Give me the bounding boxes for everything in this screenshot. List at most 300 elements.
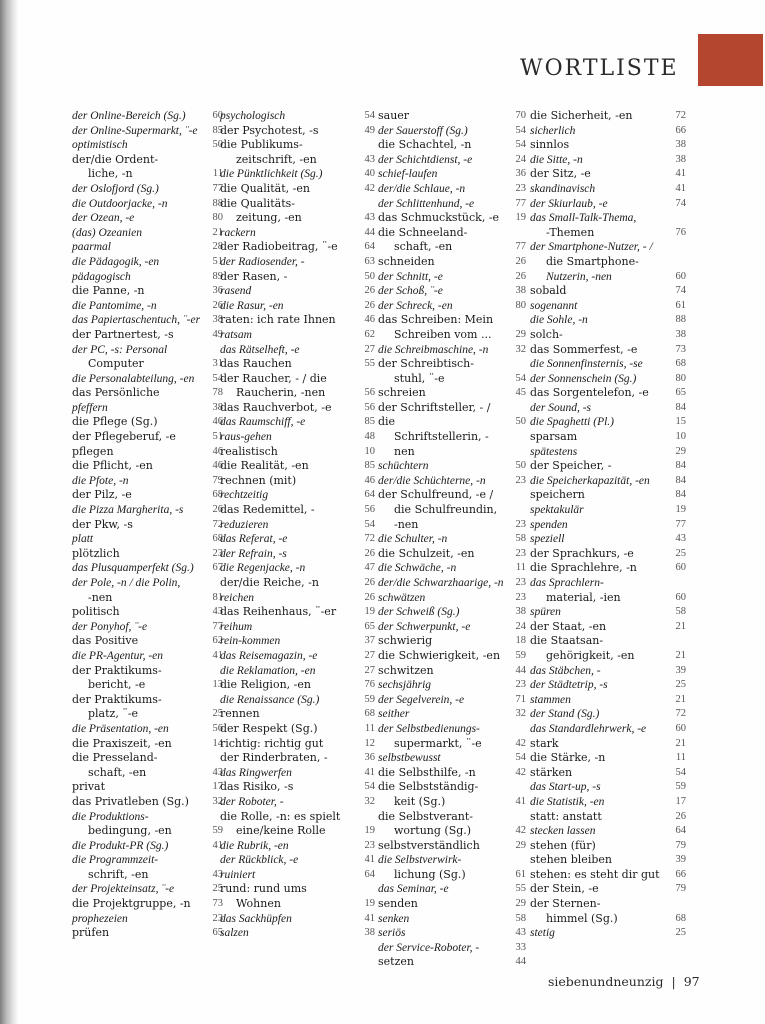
word-entry	[72, 605, 225, 620]
word-entry	[378, 109, 528, 124]
word-entry	[530, 824, 688, 839]
page-reference: 60	[212, 110, 223, 121]
word-entry	[220, 532, 377, 547]
word-entry	[378, 839, 528, 854]
word-term: der Rasen, -	[220, 269, 288, 283]
page-reference: 29	[515, 898, 526, 910]
word-term-continuation: Wohnen	[236, 897, 281, 911]
word-entry	[220, 839, 377, 854]
page-reference: 23	[212, 547, 223, 559]
word-term: der Segelverein, -e	[378, 693, 465, 706]
page-reference: 76	[675, 226, 686, 238]
page-reference: 71	[515, 693, 526, 705]
page-reference: 38	[212, 314, 223, 326]
word-term: platt	[72, 533, 94, 546]
word-entry	[220, 401, 377, 416]
word-term: der Online-Bereich (Sg.)	[72, 110, 186, 122]
word-entry	[530, 182, 688, 197]
word-term: das Schmuckstück, -e	[378, 211, 500, 225]
page-reference: 43	[675, 533, 686, 545]
word-term: der Respekt (Sg.)	[220, 721, 318, 735]
word-entry	[378, 926, 528, 941]
word-entry	[378, 153, 528, 168]
word-entry	[72, 664, 225, 693]
page-reference: 85	[212, 124, 223, 136]
page-reference: 21	[675, 620, 686, 632]
page-reference: 65	[675, 387, 686, 399]
word-entry	[530, 211, 688, 240]
word-entry	[530, 751, 688, 766]
page-number-word: siebenundneunzig	[548, 974, 664, 989]
word-entry	[378, 518, 528, 533]
page-reference: 37	[364, 635, 375, 647]
page-reference: 68	[212, 489, 223, 501]
page-reference: 49	[212, 328, 223, 340]
word-entry	[530, 620, 688, 635]
word-entry	[530, 488, 688, 503]
word-entry	[220, 751, 377, 766]
word-term: die Produktions-	[72, 810, 149, 823]
word-entry	[530, 547, 688, 562]
word-entry	[530, 766, 688, 781]
page-reference: 39	[675, 664, 686, 676]
word-term: der/die Reiche, -n	[220, 576, 319, 589]
page-reference: 72	[212, 518, 223, 530]
word-entry	[530, 518, 688, 533]
page-reference: 25	[212, 708, 223, 720]
page-reference: 50	[515, 460, 526, 472]
word-term: sinnlos	[530, 138, 570, 152]
word-term-continuation: zeitschrift, -en	[236, 152, 317, 166]
word-entry	[378, 197, 528, 212]
word-entry	[220, 182, 377, 197]
page-reference: 44	[364, 226, 375, 238]
page-reference: 33	[515, 941, 526, 953]
word-entry	[378, 605, 528, 620]
word-entry	[72, 255, 225, 270]
word-entry	[220, 912, 377, 927]
word-term: das Ringwerfen	[220, 766, 292, 779]
page-reference: 28	[212, 241, 223, 253]
page-reference: 23	[515, 547, 526, 559]
word-entry	[378, 722, 528, 751]
word-term-continuation: supermarkt, ¨-e	[394, 736, 482, 750]
word-term-continuation: platz, ¨-e	[88, 707, 139, 721]
word-entry	[220, 620, 377, 635]
word-entry	[378, 532, 528, 547]
word-term: die Reklamation, -en	[220, 664, 316, 677]
word-term: die Panne, -n	[72, 284, 145, 298]
word-entry	[72, 197, 225, 212]
page-reference: 27	[364, 343, 375, 355]
page-reference: 38	[364, 927, 375, 939]
word-entry	[72, 780, 225, 795]
word-entry	[220, 138, 377, 167]
page-reference: 24	[515, 153, 526, 165]
page-reference: 50	[364, 270, 375, 282]
word-term-continuation: himmel (Sg.)	[546, 911, 618, 925]
page-reference: 26	[364, 577, 375, 588]
word-entry	[530, 722, 688, 737]
book-spine-shadow	[0, 0, 18, 1024]
word-entry	[530, 124, 688, 139]
page-reference: 49	[364, 124, 375, 136]
word-entry	[378, 955, 528, 970]
word-entry	[530, 299, 688, 314]
word-term: spektakulär	[530, 504, 584, 517]
page-reference: 15	[675, 416, 686, 428]
page-reference: 23	[212, 912, 223, 924]
word-entry	[530, 678, 688, 693]
page-reference: 64	[364, 868, 375, 880]
word-entry	[72, 532, 225, 547]
page-reference: 80	[675, 372, 686, 384]
page-reference: 84	[675, 489, 686, 501]
word-entry	[72, 459, 225, 474]
page-reference: 60	[675, 591, 686, 603]
word-term: der Schichtdienst, -e	[378, 153, 473, 166]
word-term: sogenannt	[530, 299, 578, 312]
word-entry	[220, 313, 377, 328]
word-term: der Sitz, -e	[530, 167, 591, 181]
page-reference: 46	[364, 474, 375, 486]
page-reference: 84	[675, 401, 686, 413]
page-reference: 56	[364, 504, 375, 516]
word-entry	[378, 343, 528, 358]
page-reference: 19	[675, 504, 686, 516]
word-term: die Stärke, -n	[530, 751, 606, 765]
word-term: die PR-Agentur, -en	[72, 649, 164, 662]
word-entry	[72, 211, 225, 226]
page-reference: 25	[675, 927, 686, 939]
page-reference: 50	[515, 416, 526, 428]
word-entry	[530, 138, 688, 153]
word-term-continuation: gehörigkeit, -en	[546, 648, 635, 662]
word-term: politisch	[72, 605, 120, 619]
word-entry	[220, 299, 377, 314]
word-term: das Seminar, -e	[378, 883, 449, 896]
page-reference: 25	[212, 883, 223, 895]
page-reference: 84	[675, 460, 686, 472]
page-reference: 39	[675, 854, 686, 866]
word-entry	[530, 401, 688, 416]
word-term: rein-kommen	[220, 635, 281, 648]
word-entry	[530, 693, 688, 708]
page-reference: 76	[364, 679, 375, 691]
word-entry	[530, 634, 688, 663]
word-term: das Rätselheft, -e	[220, 343, 300, 356]
page-reference: 43	[212, 868, 223, 880]
word-term: schief-laufen	[378, 168, 438, 181]
word-entry	[72, 415, 225, 430]
word-term: die Schwierigkeit, -en	[378, 648, 501, 662]
word-entry	[378, 751, 528, 766]
word-term: die Pflicht, -en	[72, 459, 153, 473]
page-reference: 21	[675, 737, 686, 749]
word-entry	[72, 153, 225, 182]
word-term: die Personalabteilung, -en	[72, 372, 195, 385]
page-reference: 77	[515, 241, 526, 253]
page-reference: 65	[364, 620, 375, 632]
word-term: realistisch	[220, 444, 278, 458]
word-term: stärken	[530, 765, 573, 779]
page-reference: 77	[212, 620, 223, 632]
word-term-continuation: zeitung, -en	[236, 211, 302, 225]
page-reference: 46	[364, 314, 375, 326]
page-reference: 26	[364, 547, 375, 559]
word-entry	[220, 372, 377, 401]
page-reference: 12	[364, 737, 375, 749]
page-reference: 26	[364, 591, 375, 603]
word-term: das Risiko, -s	[220, 780, 294, 794]
page-reference: 58	[675, 606, 686, 618]
word-entry	[378, 912, 528, 927]
word-entry	[72, 299, 225, 314]
word-entry	[72, 810, 225, 839]
page-reference: 19	[364, 898, 375, 910]
word-entry	[378, 780, 528, 809]
page-reference: 32	[515, 343, 526, 355]
word-entry	[220, 810, 377, 839]
word-entry	[378, 620, 528, 635]
word-term: die Renaissance (Sg.)	[220, 693, 320, 706]
page-reference: 42	[364, 182, 375, 194]
word-entry	[530, 810, 688, 825]
page-reference: 29	[675, 445, 686, 457]
word-term: der Sound, -s	[530, 401, 592, 414]
word-term: der Radiosender, -	[220, 255, 305, 268]
word-term: der Schreck, -en	[378, 299, 453, 312]
word-term: die Outdoorjacke, -n	[72, 197, 168, 210]
word-term: richtig: richtig gut	[220, 736, 324, 750]
page-reference: 18	[515, 635, 526, 647]
page-reference: 19	[515, 212, 526, 224]
word-term: der Schlittenhund, -e	[378, 197, 475, 210]
page-reference: 65	[212, 927, 223, 939]
word-entry	[220, 488, 377, 503]
word-term: der Pilz, -e	[72, 488, 132, 502]
page-reference: 11	[515, 562, 526, 574]
word-term: der Schulfreund, -e /	[378, 488, 494, 502]
word-term: der Schoß, ¨-e	[378, 285, 443, 298]
page-reference: 17	[212, 781, 223, 793]
page-reference: 11	[212, 168, 223, 180]
word-entry	[72, 138, 225, 153]
page-reference: 32	[364, 795, 375, 807]
word-term: rennen	[220, 707, 260, 721]
word-entry	[72, 182, 225, 197]
word-entry	[530, 795, 688, 810]
page-reference: 54	[675, 766, 686, 778]
word-term: das Schreiben: Mein	[378, 313, 494, 327]
word-term-continuation: liche, -n	[88, 167, 133, 181]
page-reference: 61	[675, 299, 686, 311]
word-term: der Service-Roboter, -	[378, 941, 480, 954]
word-term: die Sohle, -n	[530, 314, 588, 327]
word-term-continuation: -Themen	[546, 225, 595, 239]
word-term: ratsam	[220, 328, 252, 341]
page-reference: 25	[675, 679, 686, 691]
word-entry	[530, 313, 688, 328]
page-reference: 73	[212, 898, 223, 910]
word-term: die Schreibmaschine, -n	[378, 343, 489, 356]
word-term: stark	[530, 736, 559, 750]
word-term: der Ozean, -e	[72, 212, 135, 225]
word-entry	[72, 912, 225, 927]
word-entry	[220, 780, 377, 795]
page-reference: 54	[515, 139, 526, 151]
word-entry	[220, 664, 377, 679]
word-entry	[530, 474, 688, 489]
word-term: die Praxiszeit, -en	[72, 736, 172, 750]
word-entry	[72, 926, 225, 941]
word-term: speichern	[530, 488, 585, 502]
word-entry	[530, 153, 688, 168]
page-reference: 41	[212, 839, 223, 851]
word-entry	[72, 649, 225, 664]
word-entry	[378, 270, 528, 285]
word-term: die Pflege (Sg.)	[72, 415, 158, 429]
word-entry	[530, 503, 688, 518]
word-entry	[530, 415, 688, 430]
page-reference: 89	[212, 270, 223, 282]
word-term: rackern	[220, 226, 256, 239]
page-reference: 50	[212, 139, 223, 151]
word-term: die Selbstverant-	[378, 809, 473, 823]
page-reference: 85	[364, 460, 375, 472]
page-reference: 10	[675, 431, 686, 443]
word-column-1	[72, 109, 225, 941]
word-term: der Pole, -n / die Polin,	[72, 577, 181, 589]
word-term: der Stand (Sg.)	[530, 708, 600, 721]
word-entry	[220, 576, 377, 591]
word-entry	[220, 124, 377, 139]
word-term: rasend	[220, 285, 252, 298]
word-entry	[530, 882, 688, 897]
word-entry	[530, 459, 688, 474]
word-term: das Stäbchen, -	[530, 664, 601, 677]
word-term: seriös	[378, 927, 406, 940]
word-term: der Stein, -e	[530, 882, 599, 896]
word-term: sechsjährig	[378, 679, 432, 692]
word-entry	[220, 167, 377, 182]
page-reference: 23	[515, 577, 526, 588]
word-term: die Programmzeit-	[72, 854, 159, 867]
page-reference: 26	[212, 299, 223, 311]
word-term: das Sorgentelefon, -e	[530, 386, 649, 400]
page-reference: 59	[675, 781, 686, 793]
word-entry	[72, 343, 225, 372]
word-entry	[530, 664, 688, 679]
page-reference: 54	[515, 752, 526, 764]
word-term: das Persönliche	[72, 386, 160, 400]
word-term-continuation: schaft, -en	[394, 240, 453, 254]
page-reference: 26	[212, 504, 223, 516]
word-term-continuation: die Schulfreundin,	[394, 503, 498, 517]
word-term: prüfen	[72, 926, 110, 940]
word-term: spätestens	[530, 445, 578, 458]
page-reference: 17	[675, 795, 686, 807]
word-entry	[530, 868, 688, 883]
word-term: die Publikums-	[220, 138, 303, 152]
page-reference: 36	[515, 168, 526, 180]
word-term: raus-gehen	[220, 431, 272, 444]
word-entry	[220, 707, 377, 722]
page-reference: 72	[675, 110, 686, 121]
word-entry	[220, 459, 377, 474]
page-reference: 51	[212, 431, 223, 443]
page-reference: 41	[212, 649, 223, 661]
word-term-continuation: lichung (Sg.)	[394, 867, 466, 881]
word-term: psychologisch	[220, 110, 286, 122]
page-reference: 38	[515, 606, 526, 618]
page-reference: 31	[212, 358, 223, 370]
word-term: schreien	[378, 386, 426, 400]
word-term: senden	[378, 897, 418, 911]
page-reference: 29	[515, 328, 526, 340]
word-entry	[378, 678, 528, 693]
word-term: pfeffern	[72, 401, 108, 414]
word-column-2	[220, 109, 377, 941]
page-reference: 38	[675, 139, 686, 151]
word-term: -nen	[394, 517, 419, 531]
word-entry	[220, 722, 377, 737]
word-term: stecken lassen	[530, 825, 596, 838]
word-term: speziell	[530, 533, 565, 546]
word-term: die Präsentation, -en	[72, 722, 169, 735]
word-term: senken	[378, 912, 410, 925]
word-entry	[378, 167, 528, 182]
word-entry	[378, 474, 528, 489]
word-term: stehen (für)	[530, 838, 596, 852]
page-reference: 36	[364, 752, 375, 764]
word-entry	[378, 357, 528, 386]
word-term: die Pizza Margherita, -s	[72, 504, 184, 517]
word-term: schneiden	[378, 254, 435, 268]
word-entry	[72, 430, 225, 445]
page-reference: 19	[364, 606, 375, 618]
page-reference: 26	[364, 299, 375, 311]
word-entry	[72, 474, 225, 489]
page-reference: 27	[364, 649, 375, 661]
page-reference: 48	[364, 431, 375, 443]
word-entry	[378, 591, 528, 606]
word-entry	[530, 853, 688, 868]
word-term: der Roboter, -	[220, 795, 284, 808]
word-entry	[378, 664, 528, 679]
word-term: das Raumschiff, -e	[220, 416, 306, 429]
page-reference: 11	[675, 752, 686, 764]
page-reference: 27	[364, 664, 375, 676]
word-term: das Rauchverbot, -e	[220, 400, 332, 414]
word-entry	[220, 343, 377, 358]
word-term: die Rubrik, -en	[220, 839, 289, 852]
page-reference: 59	[212, 825, 223, 837]
word-term: die Rolle, -n: es spielt	[220, 809, 341, 823]
word-term: die Selbsthilfe, -n	[378, 765, 476, 779]
page-reference: 47	[364, 562, 375, 574]
word-entry	[530, 284, 688, 299]
page-reference: 61	[515, 868, 526, 880]
page-reference: 23	[515, 518, 526, 530]
page-title: WORTLISTE	[520, 56, 679, 81]
word-term: das Privatleben (Sg.)	[72, 794, 189, 808]
page-reference: 58	[515, 912, 526, 924]
word-entry	[72, 547, 225, 562]
word-entry	[378, 182, 528, 197]
page-reference: 79	[675, 839, 686, 851]
word-term: der PC, -s: Personal	[72, 343, 168, 356]
